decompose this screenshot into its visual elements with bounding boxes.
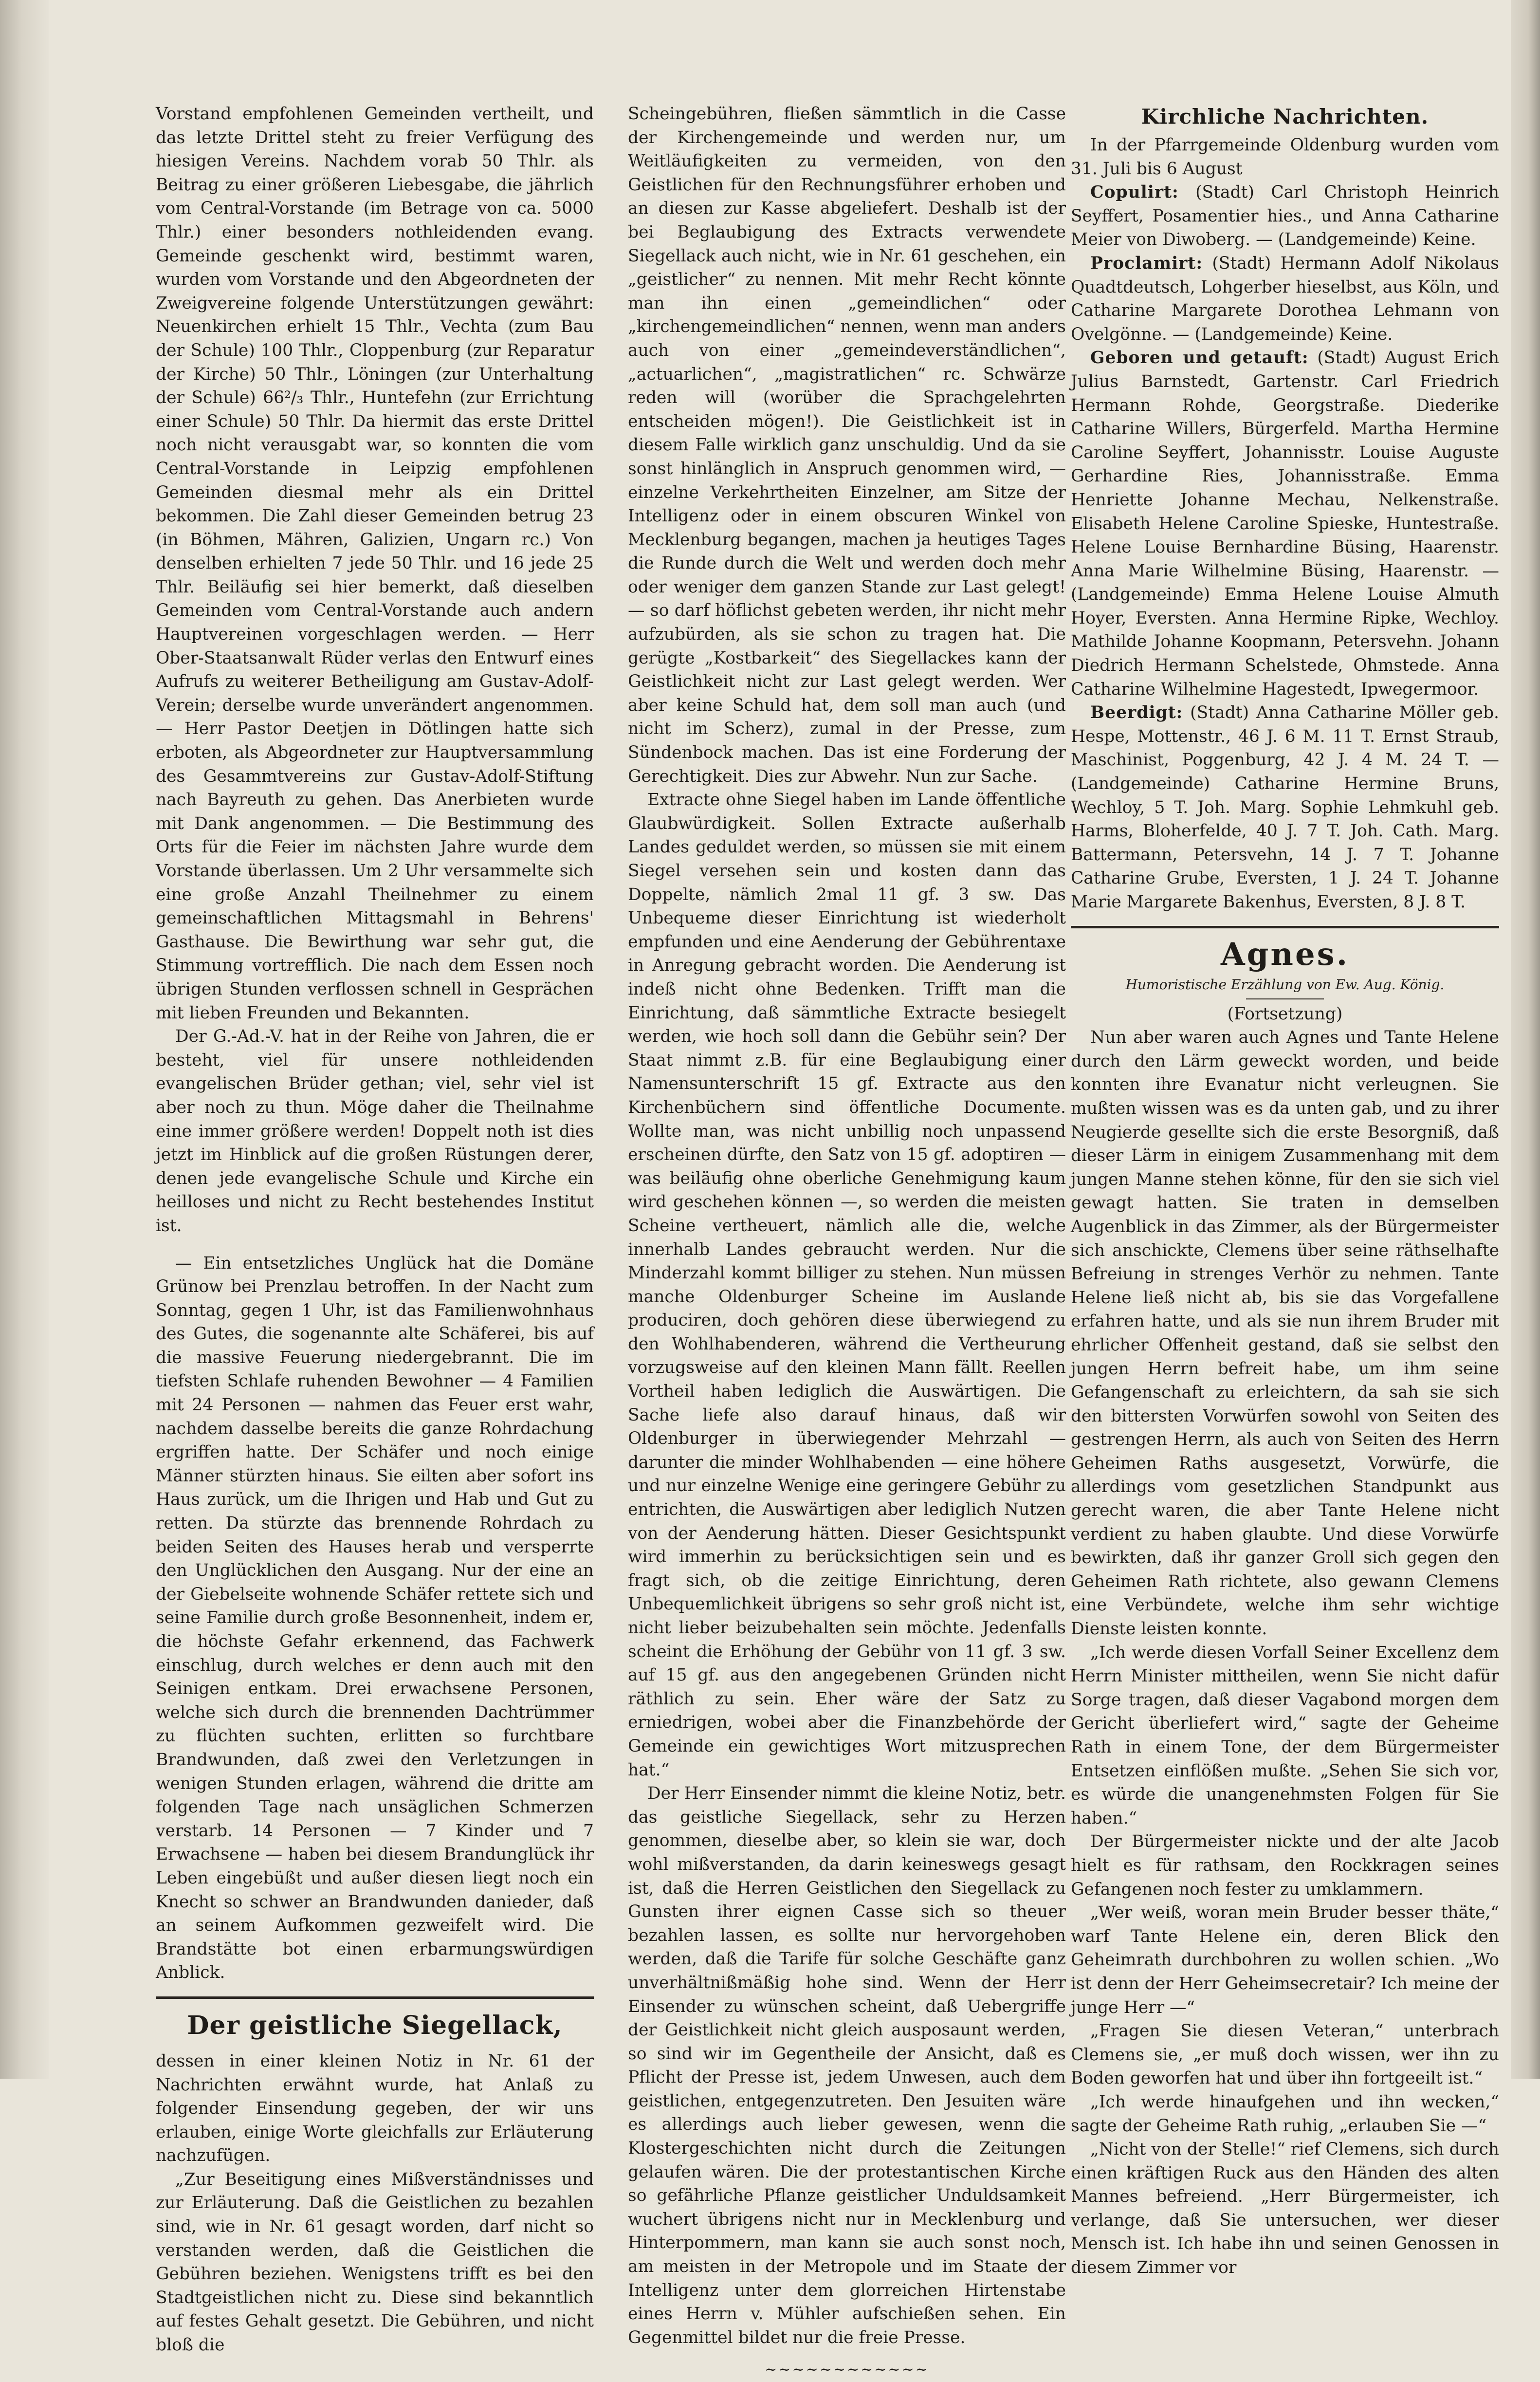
next-page-edge (1511, 0, 1540, 2079)
column-2 (628, 102, 1066, 2382)
section-divider-feuilleton (1071, 926, 1499, 928)
copulirt-text: (Stadt) Carl Christoph Heinrich Seyffert, Posamentier hies., und Anna Catharine Meier von Diwoberg. — (Landgemeinde) Keine. (1071, 183, 1500, 250)
geboren-label: Geboren und getauft: (1090, 348, 1309, 368)
beerdigt-entry (1071, 701, 1499, 914)
beerdigt-text: (Stadt) Anna Catharine Möller geb. Hespe, Mottenstr., 46 J. 6 M. 11 T. Ernst Straub, Maschinist, Poggenburg, 42 J. 4 M. 24 T. — (Landgemeinde) Catharine Hermine Bruns, Wechloy, 5 T. Joh. Marg. Sophie Lehmkuhl geb. Harms, Bloherfelde, 40 J. 7 T. Joh. Cath. Marg. Battermann, Petersvehn, 14 J. 7 T. Johanne Catharine Grube, Eversten, 1 J. 24 T. Johanne Marie Margarete Bakenhus, Eversten, 8 J. 8 T. (1071, 703, 1500, 912)
siegellack-intro: dessen in einer kleinen Notiz in Nr. 61 der Nachrichten erwähnt wurde, hat Anlaß zu folgender Einsendung gegeben, der wir uns erlauben, einige Worte gleichfalls zur Erläuterung nachzufügen. (156, 2051, 594, 2166)
kirchliche-intro: In der Pfarrgemeinde Oldenburg wurden vom 31. Juli bis 6 August (1071, 135, 1499, 179)
article-gustav-adolf-closing: Der G.-Ad.-V. hat in der Reihe von Jahren, die er besteht, viel für unsere nothleidenden evangelischen Brüder gethan; viel, sehr viel ist aber noch zu thun. Möge daher die Theilnahme eine immer größere werden! Doppelt noth ist dies jetzt im Hinblick auf die großen Rüstungen derer, denen jede evangelische Schule und Kirche ein heilloses und nicht zu Recht bestehendes Institut ist. (156, 1027, 594, 1236)
agnes-continuation: (Fortsetzung) (1227, 1004, 1343, 1024)
geboren-entry (1071, 346, 1499, 701)
copulirt-label: Copulirt: (1090, 183, 1179, 203)
agnes-paragraph: „Nicht von der Stelle!“ rief Clemens, sich durch einen kräftigen Ruck aus den Händen des alten Mannes befreiend. „Herr Bürgermeister, ich verlange, daß Sie untersuchen, wer dieser Mensch ist. Ich habe ihn und seinen Genossen in diesem Zimmer vor (1071, 2140, 1499, 2278)
siegellack-letter-start: „Zur Beseitigung eines Mißverständnisses und zur Erläuterung. Daß die Geistlichen zu bezahlen sind, wie in Nr. 61 gesagt worden, darf nicht so verstanden werden, daß die Geistlichen die Gebühren beziehen. Wenigstens trifft es bei den Stadtgeistlichen nicht zu. Diese sind bekanntlich auf festes Gehalt gesetzt. Die Gebühren, und nicht bloß die (156, 2169, 594, 2355)
geboren-text: (Stadt) August Erich Julius Barnstedt, Gartenstr. Carl Friedrich Hermann Rohde, Georgstraße. Diederike Catharine Willers, Bürgerfeld. Martha Hermine Caroline Seyffert, Johannisstr. Louise Auguste Gerhardine Ries, Johannisstraße. Emma Henriette Johanne Mechau, Nelkenstraße. Elisabeth Helene Caroline Spieske, Huntestraße. Helene Louise Bernhardine Büsing, Haarenstr. Anna Marie Wilhelmine Büsing, Haarenstr. — (Landgemeinde) Emma Helene Louise Almuth Hoyer, Eversten. Anna Hermine Ripke, Wechloy. Mathilde Johanne Koopmann, Petersvehn. Johann Diedrich Hermann Schelstede, Ohmstede. Anna Catharine Wilhelmine Hagestedt, Ipwegermoor. (1071, 348, 1499, 699)
agnes-paragraph: „Wer weiß, woran mein Bruder besser thäte,“ warf Tante Helene ein, deren Blick den Geheimrath durchbohren zu wollen schien. „Wo ist denn der Herr Geheimsecretair? Ich meine der junge Herr —“ (1071, 1903, 1499, 2017)
proclamirt-text: (Stadt) Hermann Adolf Nikolaus Quadtdeutsch, Lohgerber hieselbst, aus Köln, und Catharine Margarete Dorothea Lehmann von Ovelgönne. — (Landgemeinde) Keine. (1071, 253, 1499, 344)
agnes-subrule (1246, 998, 1324, 999)
agnes-paragraph: „Fragen Sie diesen Veteran,“ unterbrach Clemens sie, „er muß doch wissen, wer ihn zu Boden geworfen hat und über ihn fortgeeilt ist.“ (1071, 2021, 1499, 2088)
agnes-paragraph: „Ich werde hinaufgehen und ihn wecken,“ sagte der Geheime Rath ruhig, „erlauben Sie —“ (1071, 2092, 1499, 2136)
siegellack-letter-cont: Scheingebühren, fließen sämmtlich in die Casse der Kirchengemeinde und werden nur, um Weitläufigkeiten zu vermeiden, von den Geistlichen für den Rechnungsführer erhoben und an diesen zur Kasse abgeliefert. Deshalb ist der bei Beglaubigung des Extracts verwendete Siegellack auch nicht, wie in Nr. 61 geschehen, ein „geistlicher“ zu nennen. Mit mehr Recht könnte man ihn einen „gemeindlichen“ oder „kirchengemeindlichen“ nennen, wenn man anders auch von einer „gemeindeverständlichen“, „actuarlichen“, „magistratlichen“ rc. Schwärze reden will (worüber die Sprachgelehrten entscheiden mögen!). Die Geistlichkeit ist in diesem Falle wirklich ganz unschuldig. Und da sie sonst hinlänglich in Anspruch genommen wird, — einzelne Verkehrtheiten Einzelner, am Sitze der Intelligenz oder in einem obscuren Winkel von Mecklenburg begangen, machen ja heutiges Tages die Runde durch die Welt und werden doch mehr oder weniger dem ganzen Stande zur Last gelegt! — so darf höflichst gebeten werden, ihr nicht mehr aufzubürden, als sie schon zu tragen hat. Die gerügte „Kostbarkeit“ des Siegellackes kann der Geistlichkeit nicht zur Last gelegt werden. Wer aber keine Schuld hat, dem soll man auch (und nicht im Scherz), zumal in der Presse, zum Sündenbock machen. Das ist eine Forderung der Gerechtigkeit. Dies zur Abwehr. Nun zur Sache. (628, 104, 1066, 786)
article-fire-gruenow: — Ein entsetzliches Unglück hat die Domäne Grünow bei Prenzlau betroffen. In der Nacht zum Sonntag, gegen 1 Uhr, ist das Familienwohnhaus des Gutes, die sogenannte alte Schäferei, bis auf die massive Feuerung niedergebrannt. Die im tiefsten Schlafe ruhenden Bewohner — 4 Familien mit 24 Personen — nahmen das Feuer erst wahr, nachdem dasselbe bereits die ganze Rohrdachung ergriffen hatte. Der Schäfer und noch einige Männer stürzten hinaus. Sie eilten aber sofort ins Haus zurück, um die Ihrigen und Hab und Gut zu retten. Da stürzte das brennende Rohrdach zu beiden Seiten des Hauses herab und versperrte den Unglücklichen den Ausgang. Nur der eine an der Giebelseite wohnende Schäfer rettete sich und seine Familie durch große Besonnenheit, indem er, die höchste Gefahr erkennend, das Fachwerk einschlug, durch welches er denn auch mit den Seinigen entkam. Drei erwachsene Personen, welche sich durch die brennenden Dachtrümmer zu flüchten suchten, erlitten so furchtbare Brandwunden, daß zwei den Verletzungen in wenigen Stunden erlagen, während die dritte am folgenden Tage nach unsäglichen Schmerzen verstarb. 14 Personen — 7 Kinder und 7 Erwachsene — haben bei diesem Brandunglück ihr Leben eingebüßt und außer diesen liegt noch ein Knecht so schwer an Brandwunden danieder, daß an seinem Aufkommen gezweifelt wird. Die Brandstätte bot einen erbarmungswürdigen Anblick. (156, 1253, 594, 1983)
beerdigt-label: Beerdigt: (1090, 703, 1183, 723)
column-1 (156, 102, 594, 2357)
article-gustav-adolf-text: Vorstand empfohlenen Gemeinden vertheilt, und das letzte Drittel steht zu freier Verfügung des hiesigen Vereins. Nachdem vorab 50 Thlr. als Beitrag zu einer größeren Liebesgabe, die jährlich vom Central-Vorstande (im Betrage von ca. 5000 Thlr.) einer besonders nothleidenden evang. Gemeinde geschenkt wird, bestimmt waren, wurden vom Vorstande und den Abgeordneten der Zweigvereine folgende Unterstützungen gewährt: Neuenkirchen erhielt 15 Thlr., Vechta (zum Bau der Schule) 100 Thlr., Cloppenburg (zur Reparatur der Kirche) 50 Thlr., Löningen (zur Unterhaltung der Schule) 66²/₃ Thlr., Huntefehn (zur Errichtung einer Schule) 50 Thlr. Da hiermit das erste Drittel noch nicht verausgabt war, so konnten die vom Central-Vorstande in Leipzig empfohlenen Gemeinden diesmal mehr als ein Drittel bekommen. Die Zahl dieser Gemeinden betrug 23 (in Böhmen, Mähren, Galizien, Ungarn rc.) Von denselben erhielten 7 jede 50 Thlr. und 16 jede 25 Thlr. Beiläufig sei hier bemerkt, daß dieselben Gemeinden vom Central-Vorstande auch andern Hauptvereinen vorgeschlagen werden. — Herr Ober-Staatsanwalt Rüder verlas den Entwurf eines Aufrufs zu weiterer Betheiligung am Gustav-Adolf-Verein; derselbe wurde unverändert angenommen. — Herr Pastor Deetjen in Dötlingen hatte sich erboten, als Abgeordneter zur Hauptversammlung des Gesammtvereins zur Gustav-Adolf-Stiftung nach Bayreuth zu gehen. Das Anerbieten wurde mit Dank angenommen. — Die Bestimmung des Orts für die Feier im nächsten Jahre wurde dem Vorstande überlassen. Um 2 Uhr versammelte sich eine große Anzahl Theilnehmer zu einem gemeinschaftlichen Mittagsmahl in Behrens' Gasthause. Die Bewirthung war sehr gut, die Stimmung vortrefflich. Die nach dem Essen noch übrigen Stunden verflossen schnell in Gesprächen mit lieben Freunden und Bekannten. (156, 104, 594, 1023)
heading-kirchliche-nachrichten: Kirchliche Nachrichten. (1141, 105, 1429, 129)
siegellack-extracte: Extracte ohne Siegel haben im Lande öffentliche Glaubwürdigkeit. Sollen Extracte außerhalb Landes geduldet werden, so müssen sie mit einem Siegel versehen sein und kosten dann das Doppelte, nämlich 2mal 11 gf. 3 sw. Das Unbequeme dieser Einrichtung ist wiederholt empfunden und eine Aenderung der Gebührentaxe in Anregung gebracht worden. Die Aenderung ist indeß nicht ohne Bedenken. Trifft man die Einrichtung, daß sämmtliche Extracte besiegelt werden, wie hoch soll dann die Gebühr sein? Der Staat nimmt z.B. für eine Beglaubigung einer Namensunterschrift 15 gf. Extracte aus den Kirchenbüchern sind öffentliche Documente. Wollte man, was nicht unbillig noch unpassend erscheinen dürfte, den Satz von 15 gf. adoptiren — was beiläufig ohne oberliche Genehmigung kaum wird geschehen können —, so werden die meisten Scheine vertheuert, nämlich alle die, welche innerhalb Landes gebraucht werden. Nur die Minderzahl kommt billiger zu stehen. Nun müssen manche Oldenburger Scheine im Auslande produciren, doch gehören diese überwiegend zu den Wohlhabenderen, während die Vertheurung vorzugsweise auf den kleinen Mann fällt. Reellen Vortheil haben lediglich die Auswärtigen. Die Sache liefe also darauf hinaus, daß wir Oldenburger in überwiegender Mehrzahl — darunter die minder Wohlhabenden — eine höhere und nur einzelne Wenige eine geringere Gebühr zu entrichten, die Auswärtigen aber lediglich Nutzen von der Aenderung hätten. Dieser Gesichtspunkt wird immerhin zu berücksichtigen sein und es fragt sich, ob die zeitige Einrichtung, deren Unbequemlichkeit übrigens so sehr groß nicht ist, nicht lieber beizubehalten sein möchte. Jedenfalls scheint die Erhöhung der Gebühr von 11 gf. 3 sw. auf 15 gf. aus den angegebenen Gründen nicht räthlich zu sein. Eher wäre der Satz zu erniedrigen, wobei aber die Finanzbehörde der Gemeinde ein gewichtiges Wort mitzusprechen hat.“ (628, 790, 1066, 1780)
section-divider (156, 1996, 594, 1999)
copulirt-entry (1071, 181, 1499, 252)
siegellack-response: Der Herr Einsender nimmt die kleine Notiz, betr. das geistliche Siegellack, sehr zu Herzen genommen, dieselbe aber, so klein sie war, doch wohl mißverstanden, da darin keineswegs gesagt ist, daß die Herren Geistlichen den Siegellack zu Gunsten ihrer eignen Casse sich so theuer bezahlen lassen, es sollte nur hervorgehoben werden, daß die Tarife für solche Geschäfte ganz unverhältnißmäßig hohe sind. Wenn der Herr Einsender zu wünschen scheint, daß Uebergriffe der Geistlichkeit nicht gleich ausposaunt werden, so sind wir im Gegentheile der Ansicht, daß es Pflicht der Presse ist, jedem Unwesen, auch dem geistlichen, entgegenzutreten. Den Jesuiten wäre es allerdings auch lieber gewesen, wenn die Klostergeschichten nicht durch die Zeitungen gelaufen wären. Die der protestantischen Kirche so gefährliche Pflanze geistlicher Unduldsamkeit wuchert übrigens nicht nur in Mecklenburg und Hinterpommern, man kann sie auch sonst noch, am meisten in der Metropole und im Staate der Intelligenz unter dem glorreichen Hirtenstabe eines Herrn v. Mühler aufschießen sehen. Ein Gegenmittel bildet nur die freie Presse. (628, 1784, 1066, 2347)
heading-siegellack: Der geistliche Siegellack, (187, 2010, 563, 2040)
proclamirt-label: Proclamirt: (1090, 253, 1203, 273)
agnes-paragraph: Der Bürgermeister nickte und der alte Jacob hielt es für rathsam, den Rockkragen seines Gefangenen noch fester zu umklammern. (1071, 1832, 1499, 1899)
ornament-divider: ~~~~~~~~~~~~ (765, 2361, 929, 2379)
agnes-paragraph: Nun aber waren auch Agnes und Tante Helene durch den Lärm geweckt worden, und beide konnten ihre Evanatur nicht verleugnen. Sie mußten wissen was es da unten gab, und zu ihrer Neugierde gesellte sich die erste Besorgniß, daß dieser Lärm in einigem Zusammenhang mit dem jungen Manne stehen könne, für den sie sich viel gewagt hatten. Sie traten in demselben Augenblick in das Zimmer, als der Bürgermeister sich anschickte, Clemens über seine räthselhafte Befreiung in strenges Verhör zu nehmen. Tante Helene ließ nicht ab, bis sie das Vorgefallene erfahren hatte, und als sie nun ihrem Bruder mit ehrlicher Offenheit gestand, daß sie selbst den jungen Herrn befreit habe, um ihm seine Gefangenschaft zu erleichtern, da sah sie sich den bittersten Vorwürfen sowohl von Seiten des gestrengen Herrn, als auch von Seiten des Herrn Geheimen Raths ausgesetzt, Vorwürfe, die allerdings vom gesetzlichen Standpunkt aus gerecht waren, die aber Tante Helene nicht verdient zu haben glaubte. Und diese Vorwürfe bewirkten, daß ihr ganzer Groll sich gegen den Geheimen Rath richtete, also gewann Clemens eine Verbündete, welche ihm sehr wichtige Dienste leisten konnte. (1071, 1028, 1499, 1639)
agnes-subtitle: Humoristische Erzählung von Ew. Aug. König. (1125, 976, 1445, 993)
agnes-paragraph: „Ich werde diesen Vorfall Seiner Excellenz dem Herrn Minister mittheilen, wenn Sie nicht dafür Sorge tragen, daß dieser Vagabond morgen dem Gericht überliefert wird,“ sagte der Geheime Rath in einem Tone, der dem Bürgermeister Entsetzen einflößen mußte. „Sehen Sie sich vor, es würde die unangenehmsten Folgen für Sie haben.“ (1071, 1643, 1499, 1828)
page-binding-shadow (0, 0, 49, 2079)
agnes-title: Agnes. (1221, 936, 1349, 973)
proclamirt-entry (1071, 252, 1499, 346)
column-3 (1071, 102, 1499, 2280)
